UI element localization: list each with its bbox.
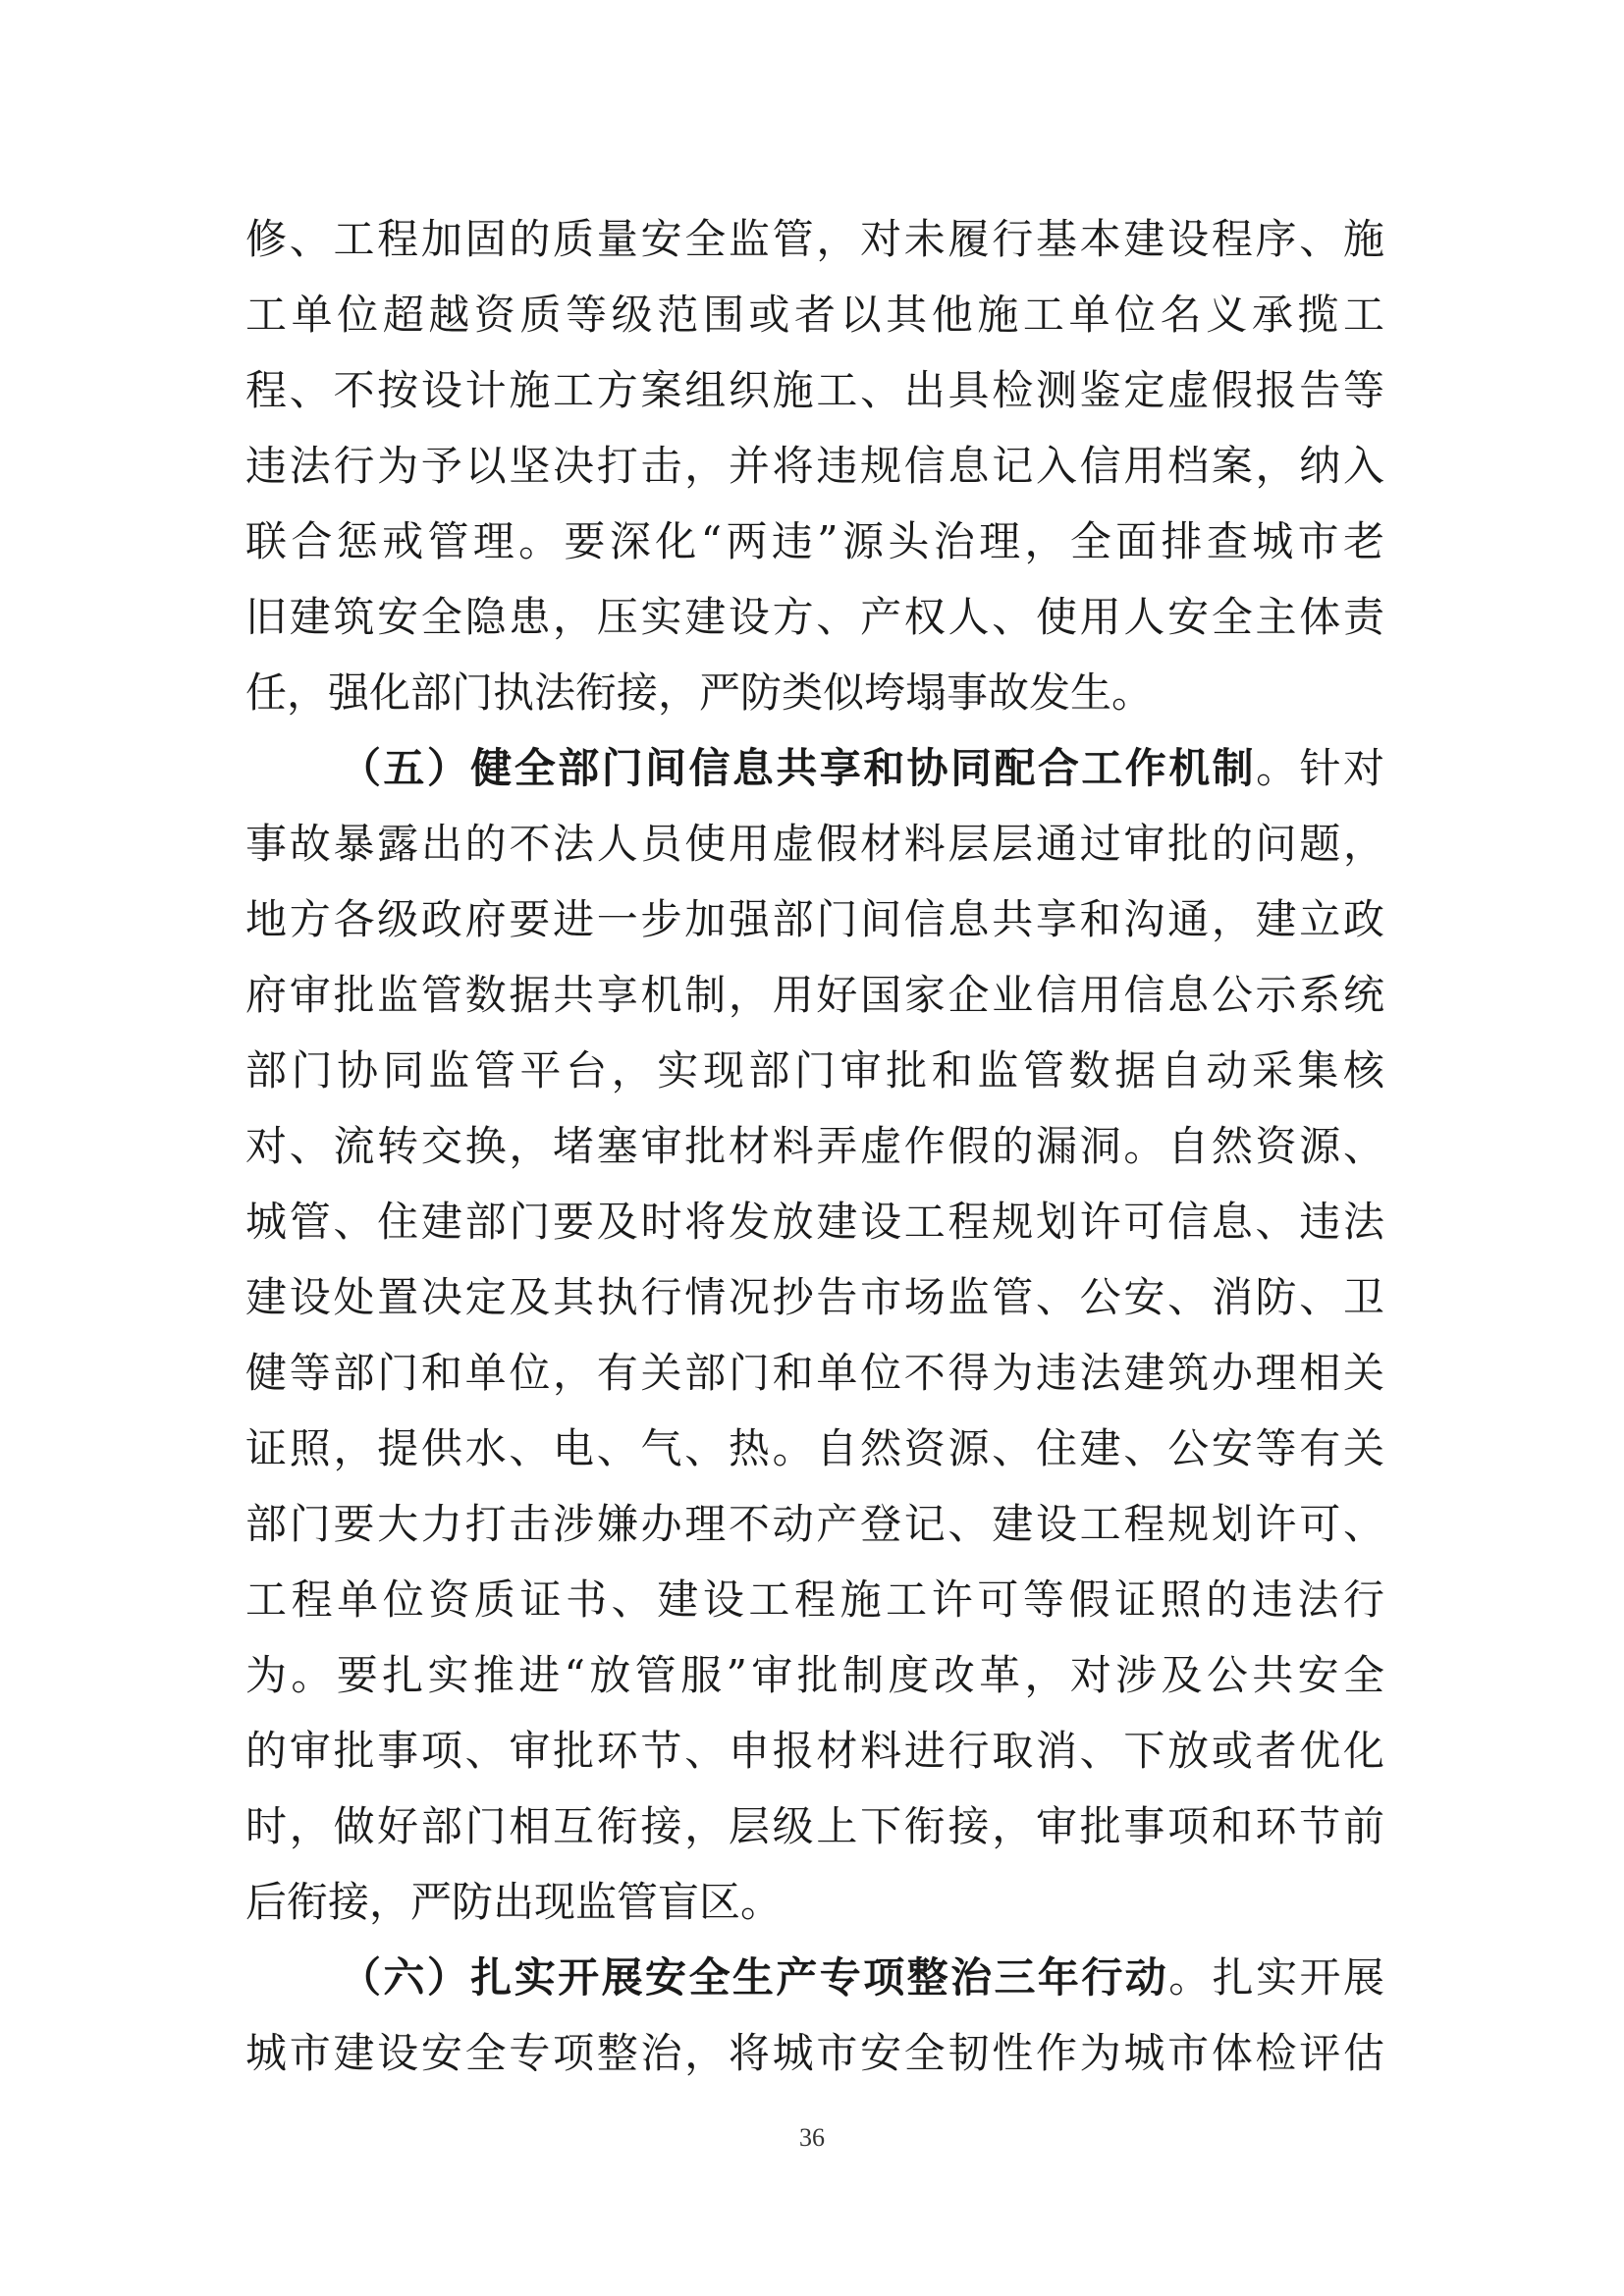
paragraph-line: 地方各级政府要进一步加强部门间信息共享和沟通，建立政 (245, 895, 1384, 943)
paragraph-line: 任，强化部门执法衔接，严防类似垮塌事故发生。 (245, 668, 1154, 717)
paragraph-line: 为。要扎实推进“放管服”审批制度改革，对涉及公共安全 (245, 1651, 1384, 1699)
paragraph-line: 的审批事项、审批环节、申报材料进行取消、下放或者优化 (245, 1727, 1384, 1775)
paragraph-line: 对、流转交换，堵塞审批材料弄虚作假的漏洞。自然资源、 (245, 1122, 1384, 1170)
paragraph-line: 部门要大力打击涉嫌办理不动产登记、建设工程规划许可、 (245, 1500, 1384, 1548)
paragraph-line: 建设处置决定及其执行情况抄告市场监管、公安、消防、卫 (245, 1273, 1384, 1321)
section-heading-line (245, 730, 1384, 806)
section-heading: （六）扎实开展安全生产专项整治三年行动 (340, 1953, 1169, 2002)
paragraph-line: 证照，提供水、电、气、热。自然资源、住建、公安等有关 (245, 1424, 1384, 1472)
paragraph-line: 时，做好部门相互衔接，层级上下衔接，审批事项和环节前 (245, 1802, 1384, 1850)
paragraph-line: 修、工程加固的质量安全监管，对未履行基本建设程序、施 (245, 215, 1384, 263)
paragraph-line: 城管、住建部门要及时将发放建设工程规划许可信息、违法 (245, 1198, 1384, 1246)
paragraph-line: 违法行为予以坚决打击，并将违规信息记入信用档案，纳入 (245, 442, 1384, 490)
paragraph-line: 旧建筑安全隐患，压实建设方、产权人、使用人安全主体责 (245, 593, 1384, 641)
paragraph-line: 城市建设安全专项整治，将城市安全韧性作为城市体检评估 (245, 2029, 1384, 2077)
paragraph-line: 程、不按设计施工方案组织施工、出具检测鉴定虚假报告等 (245, 366, 1384, 414)
paragraph-line: 联合惩戒管理。要深化“两违”源头治理，全面排查城市老 (245, 517, 1384, 565)
heading-continuation: 。扎实开展 (1168, 1953, 1384, 2002)
body-text (245, 201, 1384, 2091)
section-heading: （五）健全部门间信息共享和协同配合工作机制 (340, 744, 1257, 792)
section-heading-line (245, 1940, 1384, 2015)
paragraph-line: 后衔接，严防出现监管盲区。 (245, 1878, 783, 1926)
paragraph-line: 工单位超越资质等级范围或者以其他施工单位名义承揽工 (245, 291, 1384, 339)
paragraph-line: 事故暴露出的不法人员使用虚假材料层层通过审批的问题， (245, 820, 1384, 868)
paragraph-line: 健等部门和单位，有关部门和单位不得为违法建筑办理相关 (245, 1349, 1384, 1397)
page-number: 36 (799, 2123, 825, 2152)
heading-continuation: 。针对 (1256, 744, 1384, 792)
paragraph-line: 府审批监管数据共享机制，用好国家企业信用信息公示系统 (245, 971, 1384, 1019)
paragraph-line: 部门协同监管平台，实现部门审批和监管数据自动采集核 (245, 1046, 1384, 1095)
paragraph-line: 工程单位资质证书、建设工程施工许可等假证照的违法行 (245, 1575, 1384, 1624)
